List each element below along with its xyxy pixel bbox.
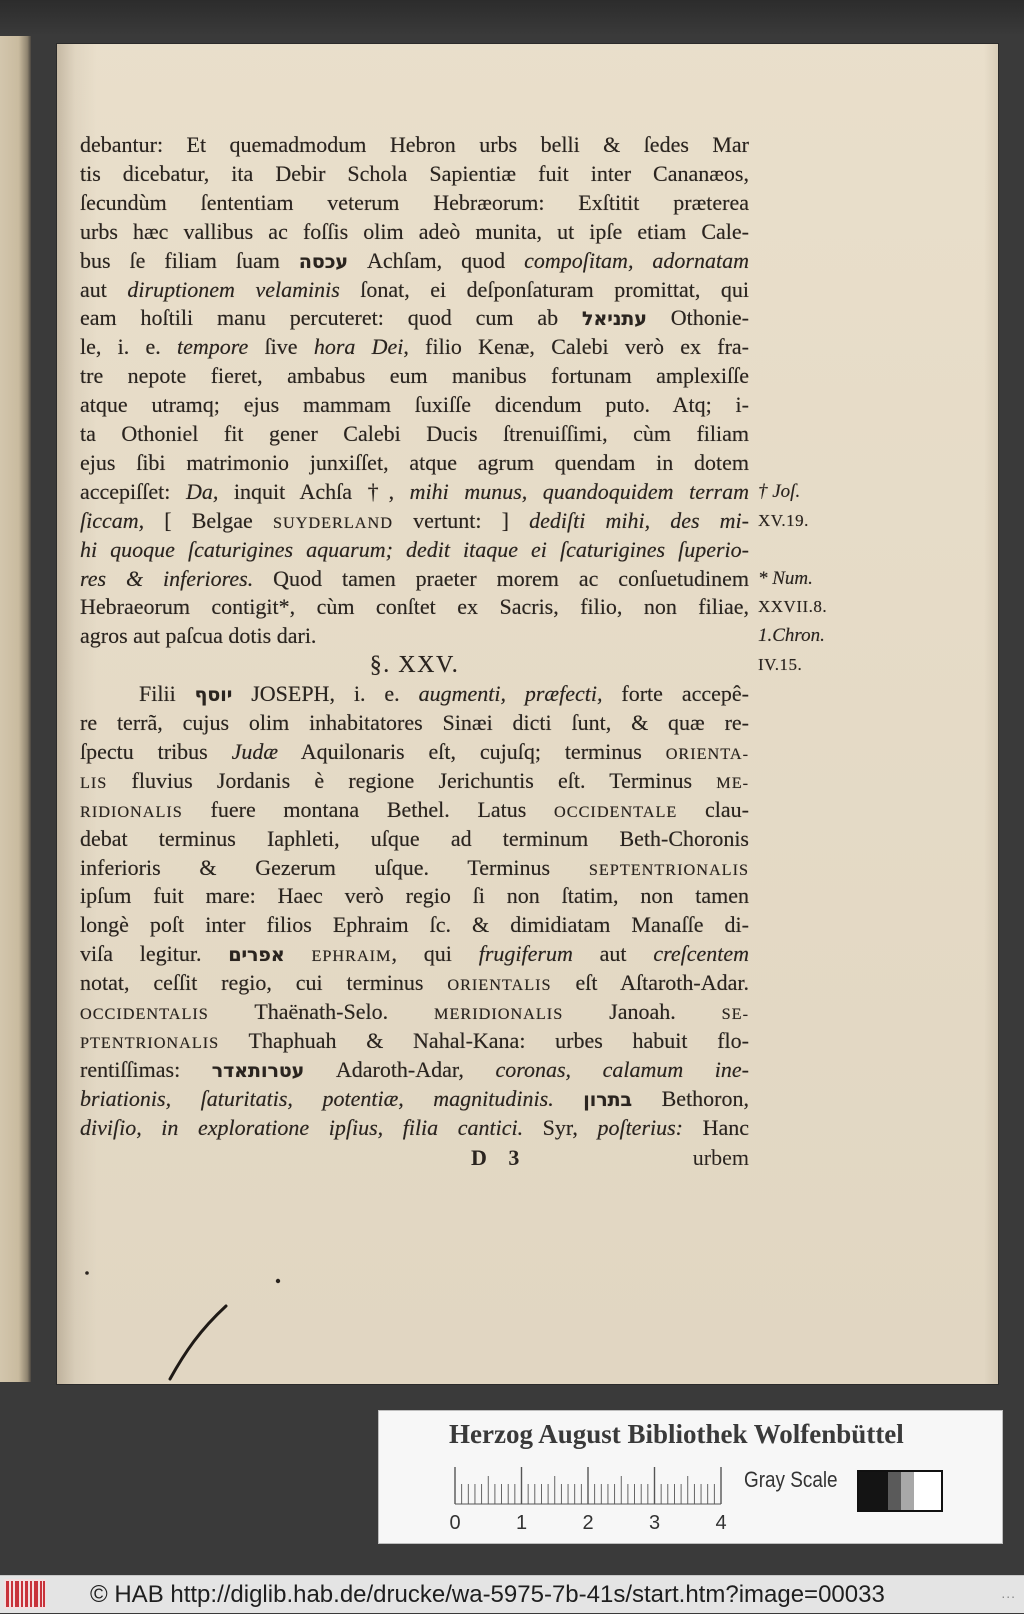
text-run: eam hoſtili manu percuteret: quod cum ab — [80, 305, 583, 331]
text-run: notat, ceſſit regio, cui terminus — [80, 970, 448, 996]
text-run: Achſam, quod — [348, 247, 525, 273]
smallcaps-run: ME- — [716, 772, 749, 792]
swatch-dark-gray — [888, 1472, 901, 1510]
text-run: Hebraeorum contigit*, cùm conſtet ex Sacris, filio, non filiae, — [80, 594, 749, 620]
line-text — [80, 507, 749, 536]
line-text — [80, 131, 749, 160]
line-text — [80, 1114, 749, 1143]
text-line — [80, 911, 749, 940]
text-run — [554, 1086, 584, 1111]
line-text — [80, 825, 749, 854]
text-line — [80, 449, 749, 478]
text-line — [80, 247, 749, 276]
italic-run: Da, — [185, 478, 219, 504]
text-run: §. XXV. — [369, 652, 460, 679]
italic-run: compoſitam, adornatam — [524, 247, 749, 273]
line-text — [80, 218, 749, 247]
text-run: ipſum fuit mare: Haec verò regio ſi non ſtatim, non tamen — [80, 883, 749, 909]
hebrew-word: יוסף — [194, 684, 233, 707]
viewer-footer-bar — [0, 1575, 1024, 1613]
text-line — [80, 333, 749, 362]
smallcaps-run: MERIDIONALIS — [434, 1004, 564, 1023]
line-text — [80, 998, 749, 1027]
line-text — [80, 1085, 749, 1114]
text-run: , qui — [391, 941, 479, 967]
text-line — [80, 391, 749, 420]
text-line — [80, 738, 749, 767]
hebrew-word: בתרון — [583, 1088, 633, 1111]
text-run: fluvius Jordanis è regione Jerichuntis eſt. Terminus — [107, 767, 717, 793]
text-line — [80, 622, 825, 651]
more-options-icon[interactable]: ... — [1001, 1585, 1016, 1601]
italic-run: hora Dei — [313, 334, 404, 360]
text-run: inquit Achſa †, — [218, 478, 410, 504]
line-text — [80, 420, 749, 449]
book-page — [57, 44, 998, 1384]
line-text — [80, 622, 749, 651]
ruler-label: 0 — [449, 1512, 461, 1534]
text-run: Hanc — [683, 1114, 749, 1140]
text-line — [80, 680, 749, 709]
smallcaps-run: RIDIONALIS — [80, 801, 183, 821]
line-text — [80, 160, 749, 189]
line-text — [80, 911, 749, 940]
hab-logo-icon[interactable] — [4, 1579, 46, 1609]
text-run: re terrã, cujus olim inhabitatores Sinæi dicti ſunt, & quæ re- — [80, 710, 749, 735]
text-line — [80, 218, 749, 247]
italic-run: poſterius: — [597, 1114, 684, 1140]
italic-run: coronas, calamum ine- — [495, 1056, 749, 1082]
facing-page-edge — [0, 36, 31, 1382]
text-run: ſecundùm ſententiam veterum Hebræorum: Exſtitit præterea — [80, 189, 749, 215]
italic-run: briationis, ſaturitatis, potentiæ, magnitudinis. — [80, 1085, 554, 1111]
text-run: Thaënath-Selo. — [208, 999, 435, 1024]
text-run: debantur: Et quemadmodum Hebron urbs belli & ſedes Mar — [80, 132, 749, 157]
gray-scale-swatches — [857, 1470, 943, 1512]
text-run: forte accepê- — [602, 681, 749, 707]
text-run: Aquilonaris eſt, cujuſq; terminus — [278, 738, 666, 764]
line-text — [80, 449, 749, 478]
signature-mark: D 3 — [471, 1144, 520, 1170]
smallcaps-run: LIS — [80, 772, 108, 792]
italic-run: creſcentem — [653, 941, 749, 967]
swatch-black — [859, 1472, 888, 1510]
italic-run: augmenti, præfecti, — [418, 681, 603, 707]
text-line — [80, 940, 749, 969]
line-text — [80, 680, 749, 709]
ruler-label: 2 — [582, 1512, 594, 1534]
marginal-note: 1.Chron. — [758, 625, 825, 647]
text-line — [80, 362, 749, 391]
text-run: Othonie- — [646, 305, 749, 331]
text-run: Syr, — [523, 1114, 598, 1140]
smallcaps-run: PTENTRIONALIS — [80, 1032, 220, 1052]
catchword: urbem — [692, 1144, 749, 1170]
text-run: ta Othoniel fit gener Calebi Ducis ſtrenuiſſimi, cùm filiam — [80, 421, 749, 446]
swatch-light-gray — [901, 1472, 914, 1510]
smallcaps-run: OCCIDENTALIS — [80, 1004, 209, 1023]
text-run: le, i. e. — [80, 334, 178, 360]
marginal-note: XV.19. — [758, 510, 809, 530]
italic-run: frugiferum — [478, 941, 573, 967]
text-run: ejus ſibi matrimonio junxiſſet, atque agrum quendam in dotem — [80, 449, 749, 475]
text-run: inferioris & Gezerum uſque. Terminus — [80, 854, 589, 880]
italic-run: Judæ — [231, 738, 279, 764]
marginal-note: * Num. — [758, 567, 813, 589]
line-text — [80, 304, 749, 333]
text-run: fuere montana Bethel. Latus — [182, 796, 555, 822]
text-line — [80, 536, 749, 565]
text-run: debat terminus Iaphleti, uſque ad terminum Beth-Choronis — [80, 825, 749, 851]
smallcaps-run: SUYDERLAND — [272, 512, 393, 532]
text-line — [80, 882, 749, 911]
text-run: , filio Kenæ, Calebi verò ex fra- — [403, 334, 749, 360]
line-text — [80, 333, 749, 362]
hebrew-word: עכסה — [298, 250, 348, 273]
text-run: accepiſſet: — [80, 478, 186, 504]
smallcaps-run: EPHRAIM — [311, 946, 392, 966]
text-line — [80, 593, 828, 622]
gray-scale-label: Gray Scale — [744, 1467, 838, 1492]
italic-run: diviſio, in exploratione ipſius, filia cantici. — [80, 1114, 524, 1140]
smallcaps-run: OCCIDENTALE — [554, 801, 678, 821]
text-run: Janoah. — [563, 999, 722, 1024]
text-column — [80, 131, 828, 1176]
text-line — [80, 131, 749, 160]
italic-run: mihi munus, quandoquidem terram — [409, 478, 749, 504]
italic-run: tempore — [177, 334, 249, 360]
text-line — [80, 507, 809, 536]
text-run: Adaroth-Adar, — [304, 1056, 496, 1082]
text-run: aut — [572, 941, 654, 967]
text-run: viſa legitur. — [80, 941, 229, 967]
italic-run: hi quoque ſcaturigines aquarum; dedit itaque ei ſcaturigines ſuperio- — [80, 536, 749, 562]
marginal-note: XXVII.8. — [758, 597, 828, 617]
smallcaps-run: SE- — [721, 1004, 749, 1023]
line-text — [80, 651, 749, 680]
text-run: Quod tamen praeter morem ac conſuetudinem — [253, 565, 749, 591]
permalink-link[interactable]: © HAB http://diglib.hab.de/drucke/wa-5975-7b-41s/start.htm?image=00033 — [90, 1581, 885, 1608]
marginal-note: IV.15. — [758, 655, 803, 675]
marginal-note: † Joſ. — [758, 480, 801, 502]
hebrew-word: עטרותאדר — [211, 1059, 305, 1082]
text-line — [80, 276, 749, 305]
line-text — [80, 796, 749, 825]
smallcaps-run: SEPTENTRIONALIS — [588, 859, 749, 879]
text-line — [80, 160, 749, 189]
line-text — [80, 189, 749, 218]
text-run: vertunt: ] — [392, 507, 530, 533]
line-text — [80, 478, 749, 507]
text-run: Thaphuah & Nahal-Kana: urbes habuit flo- — [219, 1027, 749, 1053]
italic-run: res & inferiores. — [80, 565, 254, 591]
text-run: ſonat, ei deſponſaturam promittat, qui — [339, 276, 749, 302]
text-line — [80, 998, 749, 1027]
text-run: atque utramq; ejus mammam ſuxiſſe dicendum puto. Atq; i- — [80, 392, 749, 418]
text-run — [285, 941, 312, 966]
italic-run: dediſti mihi, des mi- — [529, 507, 749, 533]
page-foot-line — [80, 1143, 749, 1172]
text-run: tre nepote fieret, ambabus eum manibus fortunam amplexiſſe — [80, 363, 749, 389]
text-line — [80, 478, 801, 507]
text-line — [80, 796, 749, 825]
viewer-background-top — [0, 0, 1024, 36]
ruler-scale — [449, 1465, 729, 1537]
hebrew-word: אפרים — [228, 944, 285, 967]
line-text — [80, 565, 749, 594]
text-run: [ Belgae — [144, 507, 273, 533]
line-text — [80, 1056, 749, 1085]
text-run: aut — [80, 276, 128, 302]
text-line — [80, 825, 749, 854]
line-text — [80, 362, 749, 391]
text-line — [80, 854, 749, 883]
text-run: eſt Aſtaroth-Adar. — [551, 970, 749, 996]
text-line — [80, 1114, 749, 1143]
text-run: urbs hæc vallibus ac foſſis olim adeò munita, ut ipſe etiam Cale- — [80, 218, 749, 244]
text-line — [80, 1085, 749, 1114]
line-text — [80, 940, 749, 969]
line-text — [80, 854, 749, 883]
line-text — [80, 882, 749, 911]
line-text — [80, 1027, 749, 1056]
section-heading — [80, 651, 803, 680]
text-run: longè poſt inter filios Ephraim ſc. & dimidiatam Manaſſe di- — [80, 912, 749, 938]
text-line — [80, 1027, 749, 1056]
text-run: ſive — [248, 334, 314, 360]
line-text — [80, 709, 749, 738]
line-text — [80, 276, 749, 305]
text-line — [80, 709, 749, 738]
text-line — [80, 969, 749, 998]
line-text — [80, 247, 749, 276]
institution-name: Herzog August Bibliothek Wolfenbüttel — [449, 1419, 904, 1449]
text-line — [80, 767, 749, 796]
hebrew-word: עתניאל — [582, 308, 647, 331]
text-run: JOSEPH, i. e. — [232, 681, 419, 707]
text-run: agros aut paſcua dotis dari. — [80, 623, 317, 649]
grayscale-reference-card — [378, 1410, 1003, 1544]
italic-run: diruptionem velaminis — [127, 276, 340, 302]
italic-run: ſiccam, — [80, 507, 145, 533]
text-run: bus ſe filiam ſuam — [80, 247, 299, 273]
text-line — [80, 304, 749, 333]
line-text — [80, 536, 749, 565]
smallcaps-run: ORIENTALIS — [447, 975, 552, 995]
text-run: tis dicebatur, ita Debir Schola Sapientiæ fuit inter Cananæos, — [80, 160, 749, 186]
line-text — [80, 593, 749, 622]
ruler-label: 4 — [715, 1512, 727, 1534]
text-run: Bethoron, — [632, 1085, 749, 1111]
line-text — [80, 767, 749, 796]
ruler-label: 1 — [515, 1512, 528, 1534]
line-text — [80, 391, 749, 420]
swatch-white — [914, 1472, 941, 1510]
text-line — [80, 189, 749, 218]
smallcaps-run: ORIENTA- — [665, 743, 749, 763]
text-line — [80, 420, 749, 449]
text-run: ſpectu tribus — [80, 738, 232, 764]
ruler-label: 3 — [648, 1512, 661, 1534]
line-text — [80, 969, 749, 998]
line-text — [80, 738, 749, 767]
text-line — [80, 1056, 749, 1085]
text-line — [80, 565, 813, 594]
text-run: rentiſſimas: — [80, 1056, 212, 1082]
text-run: Filii — [139, 681, 195, 707]
text-run: clau- — [677, 796, 749, 822]
